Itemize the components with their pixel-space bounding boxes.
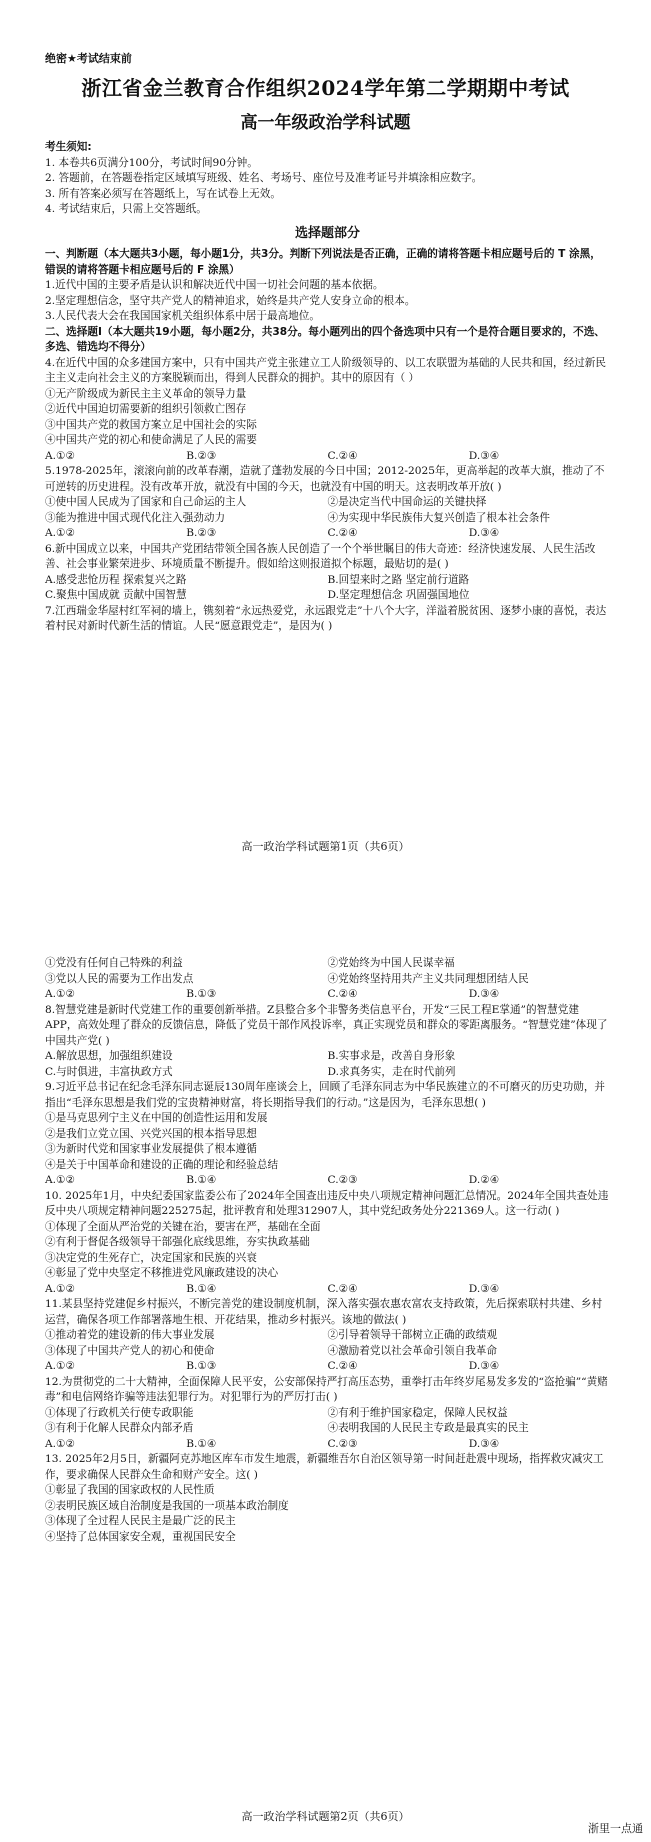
question-stem: 7.江西瑞金华屋村红军祠的墙上，镌刻着“永远热爱党，永远跟党走”十八个大字，洋溢着脱贫困、逐梦小康的喜悦，表达着村民对新时代新生活的情谊。人民“愿意跟党走”，是因为( ) <box>45 604 607 632</box>
statement: ④彰显了党中央坚定不移推进党风廉政建设的决心 <box>45 1267 279 1279</box>
notice-item: 3. 所有答案必须写在答题纸上，写在试卷上无效。 <box>45 187 281 200</box>
statement: ①党没有任何自己特殊的利益 <box>45 957 183 969</box>
option-a: A.①② <box>45 527 76 539</box>
exam-page-2 <box>0 956 651 1842</box>
statement-row <box>45 956 610 972</box>
option-d: D.③④ <box>468 988 500 1000</box>
statement-row <box>45 511 610 527</box>
option-a: A.①② <box>45 449 76 462</box>
option-d: D.求真务实，走在时代前列 <box>327 1065 456 1078</box>
statement: ①无产阶级成为新民主主义革命的领导力量 <box>45 387 247 400</box>
statement: ④是关于中国革命和建设的正确的理论和经验总结 <box>45 1158 279 1171</box>
option-b: B.①④ <box>186 1174 217 1186</box>
option-d: D.③④ <box>468 1360 500 1372</box>
option-b: B.①③ <box>186 988 217 1000</box>
option-d: D.③④ <box>468 1437 500 1450</box>
option-b: B.回望来时之路 坚定前行道路 <box>327 573 470 586</box>
statement: ①推动着党的建设新的伟大事业发展 <box>45 1329 215 1341</box>
option-c: C.②④ <box>327 527 358 539</box>
option-c: C.与时俱进，丰富执政方式 <box>45 1065 173 1078</box>
notice-item: 2. 答题前，在答题卷指定区域填写班级、姓名、考场号、座位号及准考证号并填涂相应数字。 <box>45 172 483 184</box>
option-b: B.①③ <box>186 1360 217 1372</box>
judge-item: 3.人民代表大会在我国国家机关组织体系中居于最高地位。 <box>45 310 320 322</box>
question-stem: 13. 2025年2月5日，新疆阿克苏地区库车市发生地震，新疆维吾尔自治区领导第一时间赶赴震中现场，指挥救灾减灾工作，要求确保人民群众生命和财产安全。这( ) <box>45 1453 604 1481</box>
statement-row <box>45 1344 610 1360</box>
answer-options <box>45 1049 610 1065</box>
answer-options <box>45 1359 610 1375</box>
answer-options <box>45 588 610 604</box>
option-a: A.感受悲怆历程 探索复兴之路 <box>45 573 187 586</box>
statement: ②有利于督促各级领导干部强化底线思维，夯实执政基础 <box>45 1236 310 1248</box>
statement: ③体现了中国共产党人的初心和使命 <box>45 1344 215 1357</box>
watermark-text: 浙里一点通 <box>588 1822 643 1835</box>
statement: ①彰显了我国的国家政权的人民性质 <box>45 1484 215 1496</box>
statement-row <box>45 495 610 511</box>
option-a: A.①② <box>45 988 76 1000</box>
option-c: C.聚焦中国成就 贡献中国智慧 <box>45 589 187 601</box>
statement: ②引导着领导干部树立正确的政绩观 <box>327 1329 497 1341</box>
question-stem: 5.1978-2025年，滚滚向前的改革春潮，造就了蓬勃发展的今日中国；2012-2025年，更高举起的改革大旗，推动了不可逆转的历史进程。没有改革开放，就没有中国的今天，也就没有中国的明天。这表明改革开放( ) <box>45 465 605 493</box>
option-d: D.坚定理想信念 巩固强国地位 <box>327 589 470 601</box>
exam-title: 浙江省金兰教育合作组织2024学年第二学期期中考试 <box>81 76 570 100</box>
option-b: B.②③ <box>186 527 217 539</box>
answer-options <box>45 1437 610 1453</box>
statement: ③能为推进中国式现代化注入强劲动力 <box>45 511 226 524</box>
question-stem: 6.新中国成立以来，中国共产党团结带领全国各族人民创造了一个个举世瞩目的伟大奇迹：经济快速发展、人民生活改善、社会事业繁荣进步、环境质量不断提升。假如给这则报道拟个标题，最贴切的是( ) <box>45 542 596 570</box>
question-stem: 4.在近代中国的众多建国方案中，只有中国共产党主张建立工人阶级领导的、以工农联盟为基础的人民共和国，经过新民主主义走向社会主义的方案脱颖而出，得到人民群众的拥护。其中的原因有（ ） <box>45 356 606 384</box>
question-stem: 8.智慧党建是新时代党建工作的重要创新举措。Z县整合多个非警务类信息平台，开发“三民工程E掌通”的智慧党建APP，高效处理了群众的反馈信息，降低了党员干部作风投诉率，真正实现党员和群众的零距离服务。“智慧党建”体现了中国共产党( ) <box>45 1003 608 1047</box>
answer-options <box>45 573 610 589</box>
statement: ④坚持了总体国家安全观，重视国民安全 <box>45 1530 236 1543</box>
answer-options <box>45 987 610 1003</box>
notice-item: 1. 本卷共6页满分100分，考试时间90分钟。 <box>45 156 258 169</box>
question-stem: 9.习近平总书记在纪念毛泽东同志诞辰130周年座谈会上，回顾了毛泽东同志为中华民族建立的不可磨灭的历史功勋，并指出“毛泽东思想是我们党的宝贵精神财富，将长期指导我们的行动。”这是因为，毛泽东思想( ) <box>45 1081 606 1109</box>
answer-options <box>45 1282 610 1298</box>
answer-options <box>45 526 610 542</box>
option-a: A.解放思想，加强组织建设 <box>45 1050 173 1062</box>
statement: ①是马克思列宁主义在中国的创造性运用和发展 <box>45 1112 268 1124</box>
statement: ④中国共产党的初心和使命满足了人民的需要 <box>45 434 257 446</box>
notice-title: 考生须知: <box>45 141 92 153</box>
statement: ③有利于化解人民群众内部矛盾 <box>45 1422 194 1434</box>
page1-content <box>45 140 610 635</box>
option-c: C.②④ <box>327 449 358 462</box>
question-stem: 10. 2025年1月，中央纪委国家监委公布了2024年全国查出违反中央八项规定精神问题汇总情况。2024年全国共查处违反中央八项规定精神问题225275起，批评教育和处理312907人，其中党纪政务处分221369人。这一行动( ) <box>45 1189 609 1217</box>
statement-row <box>45 1421 610 1437</box>
statement: ②是我们立党立国、兴党兴国的根本指导思想 <box>45 1127 257 1140</box>
statement-row <box>45 1406 610 1422</box>
option-d: D.③④ <box>468 449 500 462</box>
option-a: A.①② <box>45 1174 76 1186</box>
answer-options <box>45 1173 610 1189</box>
option-d: D.③④ <box>468 527 500 539</box>
judge-item: 2.坚定理想信念，坚守共产党人的精神追求，始终是共产党人安身立命的根本。 <box>45 294 416 307</box>
secret-label: 绝密★考试结束前 <box>45 52 132 65</box>
question-stem: 12.为贯彻党的二十大精神，全面保障人民平安，公安部保持严打高压态势，重拳打击年终岁尾易发多发的“盗抢骗”“黄赌毒”和电信网络诈骗等违法犯罪行为。对犯罪行为的严厉打击( ) <box>45 1375 608 1403</box>
part1-heading: 一、判断题（本大题共3小题，每小题1分，共3分。判断下列说法是否正确，正确的请将答题卡相应题号后的 T 涂黑，错误的请将答题卡相应题号后的 F 涂黑） <box>45 248 601 276</box>
statement: ③决定党的生死存亡，决定国家和民族的兴衰 <box>45 1251 257 1264</box>
page-footer: 高一政治学科试题第1页（共6页） <box>241 840 410 853</box>
statement: ②表明民族区域自治制度是我国的一项基本政治制度 <box>45 1499 289 1512</box>
option-b: B.实事求是，改善自身形象 <box>327 1050 456 1062</box>
option-c: C.②④ <box>327 1360 358 1372</box>
question-stem: 11.某县坚持党建促乡村振兴，不断完善党的建设制度机制，深入落实强农惠农富农支持政策，先后探索联村共建、乡村运营，确保各项工作部署落地生根、开花结果，推动乡村振兴。该地的做法( ) <box>45 1298 603 1326</box>
option-d: D.③④ <box>468 1282 500 1295</box>
exam-subtitle: 高一年级政治学科试题 <box>240 113 411 133</box>
statement: ④为实现中华民族伟大复兴创造了根本社会条件 <box>327 511 550 524</box>
statement: ④表明我国的人民民主专政是最真实的民主 <box>327 1422 529 1434</box>
statement: ③体现了全过程人民民主是最广泛的民主 <box>45 1515 236 1527</box>
option-c: C.②④ <box>327 988 358 1000</box>
option-b: B.①④ <box>186 1282 217 1295</box>
statement: ②近代中国迫切需要新的组织引领救亡图存 <box>45 403 247 415</box>
judge-item: 1.近代中国的主要矛盾是认识和解决近代中国一切社会问题的基本依据。 <box>45 279 384 291</box>
notice-item: 4. 考试结束后，只需上交答题纸。 <box>45 203 207 215</box>
statement: ①体现了全面从严治党的关键在治，要害在严，基础在全面 <box>45 1220 321 1233</box>
option-a: A.①② <box>45 1437 76 1450</box>
option-b: B.①④ <box>186 1437 217 1450</box>
statement: ②党始终为中国人民谋幸福 <box>327 957 455 969</box>
option-c: C.②④ <box>327 1282 358 1295</box>
statement: ②是决定当代中国命运的关键抉择 <box>327 496 487 508</box>
page2-content <box>45 956 610 1545</box>
page-footer: 高一政治学科试题第2页（共6页） <box>241 1810 410 1823</box>
option-a: A.①② <box>45 1282 76 1295</box>
option-d: D.②④ <box>468 1174 500 1186</box>
statement: ①体现了行政机关行使专政职能 <box>45 1406 194 1419</box>
option-c: C.②③ <box>327 1437 358 1450</box>
statement: ①使中国人民成为了国家和自己命运的主人 <box>45 496 247 508</box>
statement-row <box>45 972 610 988</box>
answer-options <box>45 449 610 465</box>
statement-row <box>45 1328 610 1344</box>
exam-page-1 <box>0 0 651 880</box>
statement: ③党以人民的需要为工作出发点 <box>45 972 194 985</box>
option-a: A.①② <box>45 1360 76 1372</box>
statement: ④党始终坚持用共产主义共同理想团结人民 <box>327 972 529 985</box>
statement: ③中国共产党的救国方案立足中国社会的实际 <box>45 418 257 431</box>
section-title: 选择题部分 <box>294 225 360 241</box>
statement: ④激励着党以社会革命引领自我革命 <box>327 1344 497 1357</box>
part2-heading: 二、选择题Ⅰ（本大题共19小题，每小题2分，共38分。每小题列出的四个备选项中只有一个是符合题目要求的，不选、多选、错选均不得分） <box>45 325 605 353</box>
option-c: C.②③ <box>327 1174 358 1186</box>
answer-options <box>45 1065 610 1081</box>
statement: ②有利于维护国家稳定，保障人民权益 <box>327 1406 508 1419</box>
option-b: B.②③ <box>186 449 217 462</box>
statement: ③为新时代党和国家事业发展提供了根本遵循 <box>45 1143 257 1155</box>
